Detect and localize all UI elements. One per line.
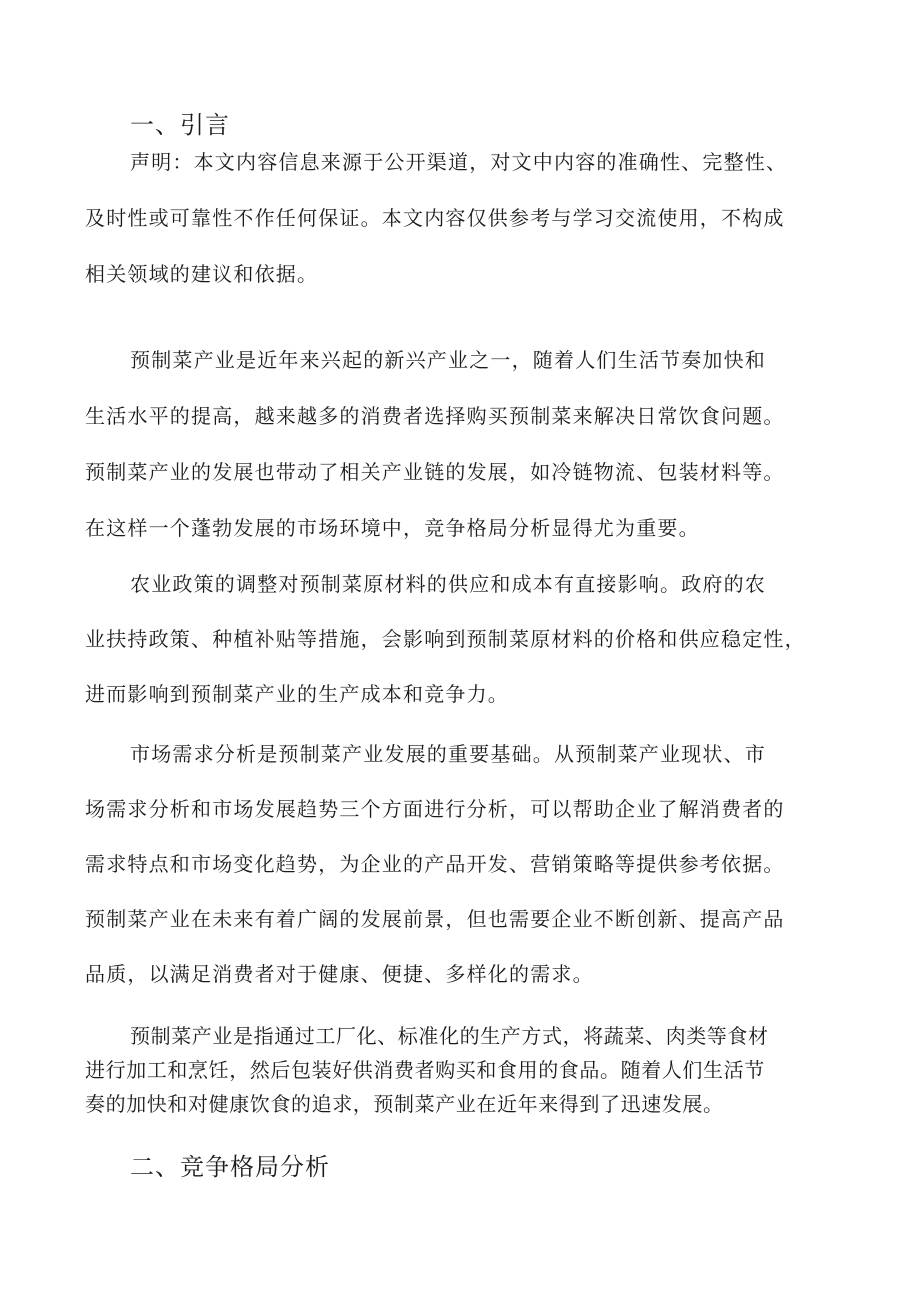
text-line: 预制菜产业的发展也带动了相关产业链的发展，如冷链物流、包装材料等。 xyxy=(85,460,785,484)
disclaimer-paragraph xyxy=(85,134,865,302)
body-paragraph-4 xyxy=(85,1019,865,1121)
body-paragraph-3 xyxy=(85,727,865,1002)
text-line: 农业政策的调整对预制菜原材料的供应和成本有直接影响。政府的农 xyxy=(130,572,766,596)
text-line: 需求特点和市场变化趋势，为企业的产品开发、营销策略等提供参考依据。 xyxy=(85,852,785,876)
text-line: 生活水平的提高，越来越多的消费者选择购买预制菜来解决日常饮食问题。 xyxy=(85,404,785,428)
text-line: 及时性或可靠性不作任何保证。本文内容仅供参考与学习交流使用，不构成 xyxy=(85,206,785,230)
body-paragraph-2 xyxy=(85,557,865,722)
section-heading-introduction: 一、引言 xyxy=(130,111,230,139)
text-line: 声明：本文内容信息来源于公开渠道，对文中内容的准确性、完整性、 xyxy=(130,150,788,174)
body-paragraph-1 xyxy=(85,332,865,556)
text-line: 品质，以满足消费者对于健康、便捷、多样化的需求。 xyxy=(85,962,594,986)
text-line: 业扶持政策、种植补贴等措施，会影响到预制菜原材料的价格和供应稳定性， xyxy=(85,627,806,651)
text-line: 市场需求分析是预制菜产业发展的重要基础。从预制菜产业现状、市 xyxy=(130,742,766,766)
text-line: 预制菜产业是指通过工厂化、标准化的生产方式，将蔬菜、肉类等食材 xyxy=(130,1024,769,1048)
text-line: 场需求分析和市场发展趋势三个方面进行分析，可以帮助企业了解消费者的 xyxy=(85,797,785,821)
text-line: 预制菜产业是近年来兴起的新兴产业之一，随着人们生活节奏加快和 xyxy=(130,348,766,372)
text-line: 相关领域的建议和依据。 xyxy=(85,262,319,286)
text-line: 在这样一个蓬勃发展的市场环境中，竞争格局分析显得尤为重要。 xyxy=(85,516,700,540)
text-line: 奏的加快和对健康饮食的追求，预制菜产业在近年来得到了迅速发展。 xyxy=(85,1092,724,1116)
text-line: 预制菜产业在未来有着广阔的发展前景，但也需要企业不断创新、提高产品 xyxy=(85,907,785,931)
text-line: 进行加工和烹饪，然后包装好供消费者购买和食用的食品。随着人们生活节 xyxy=(85,1058,765,1082)
text-line: 进而影响到预制菜产业的生产成本和竞争力。 xyxy=(85,682,509,706)
section-heading-competition-analysis: 二、竞争格局分析 xyxy=(130,1153,330,1181)
